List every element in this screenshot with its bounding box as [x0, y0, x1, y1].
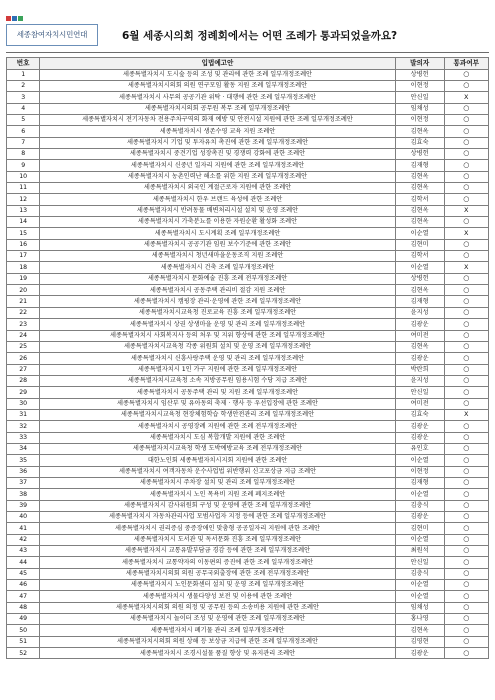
table-row [7, 69, 489, 80]
row-number: 46 [7, 580, 40, 591]
bill-name: 세종특별자치시 전기자동차 전용주차구역의 화재 예방 및 안전시설 지원에 관한 조례 일부개정조례안 [40, 114, 395, 125]
row-number: 52 [7, 648, 40, 659]
proposer-name: 김현미 [395, 239, 444, 250]
pass-status: ○ [444, 353, 488, 364]
proposer-name: 임채성 [395, 602, 444, 613]
bill-name: 세종특별자치시 신중년 일자리 지원에 관한 조례 일부개정조례안 [40, 160, 395, 171]
proposer-name: 김학서 [395, 194, 444, 205]
row-number: 23 [7, 319, 40, 330]
row-number: 22 [7, 307, 40, 318]
proposer-name: 안신일 [395, 557, 444, 568]
proposer-name: 김재형 [395, 296, 444, 307]
pass-status: ○ [444, 126, 488, 137]
table-row [7, 217, 489, 228]
bill-name: 세종특별자치시 공동주택 관리 및 지원 조례 일부개정조례안 [40, 387, 395, 398]
proposer-name: 여미전 [395, 330, 444, 341]
table-row [7, 341, 489, 352]
bill-name: 세종특별자치시 가축분뇨를 이용한 자원순환 활성화 조례안 [40, 217, 395, 228]
proposer-name: 윤지성 [395, 307, 444, 318]
proposer-name: 김광운 [395, 648, 444, 659]
table-row [7, 614, 489, 625]
pass-status: ○ [444, 500, 488, 511]
proposer-name: 이순열 [395, 455, 444, 466]
proposer-name: 이순열 [395, 262, 444, 273]
table-row [7, 353, 489, 364]
proposer-name: 최원석 [395, 546, 444, 557]
bill-name: 세종특별자치시 폐기물 관리 조례 일부개정조례안 [40, 625, 395, 636]
row-number: 43 [7, 546, 40, 557]
bill-name: 세종특별자치시 문화예술 진흥 조례 전부개정조례안 [40, 273, 395, 284]
bill-name: 세종특별자치시 사회복지사 등의 처우 및 지위 향상에 관한 조례 일부개정조례안 [40, 330, 395, 341]
bill-name: 세종특별자치시 도시숲 등의 조성 및 관리에 관한 조례 일부개정조례안 [40, 69, 395, 80]
bill-name: 세종특별자치시 상권 상생마을 운영 및 관리 조례 일부개정조례안 [40, 319, 395, 330]
row-number: 36 [7, 466, 40, 477]
bill-name: 세종특별자치시교육청 현장체험학습 학생안전관리 조례 일부개정조례안 [40, 409, 395, 420]
row-number: 40 [7, 512, 40, 523]
proposer-name: 이순열 [395, 591, 444, 602]
table-row [7, 432, 489, 443]
table-row [7, 262, 489, 273]
column-header-bill: 입법예고안 [40, 58, 395, 70]
pass-status: ○ [444, 568, 488, 579]
proposer-name: 김광운 [395, 512, 444, 523]
row-number: 35 [7, 455, 40, 466]
table-row [7, 421, 489, 432]
row-number: 30 [7, 398, 40, 409]
bill-name: 세종특별자치시교육청 학생 도박예방교육 조례 전부개정조례안 [40, 443, 395, 454]
table-row [7, 455, 489, 466]
row-number: 9 [7, 160, 40, 171]
pass-status: ○ [444, 387, 488, 398]
pass-status: ○ [444, 477, 488, 488]
table-row [7, 137, 489, 148]
bill-name: 세종특별자치시 놀이터 조성 및 운영에 관한 조례 일부개정조례안 [40, 614, 395, 625]
pass-status: ○ [444, 285, 488, 296]
proposer-name: 안신일 [395, 387, 444, 398]
bill-name: 세종특별자치시 교통약자의 이동편의 증진에 관한 조례 일부개정조례안 [40, 557, 395, 568]
table-row [7, 557, 489, 568]
page-header [0, 0, 495, 55]
pass-status: ○ [444, 625, 488, 636]
bill-name: 세종특별자치시 감사위원회 구성 및 운영에 관한 조례 일부개정조례안 [40, 500, 395, 511]
bill-name: 세종특별자치시 1인 가구 지원에 관한 조례 일부개정조례안 [40, 364, 395, 375]
row-number: 8 [7, 149, 40, 160]
table-row [7, 636, 489, 647]
proposer-name: 유인호 [395, 443, 444, 454]
pass-status: ○ [444, 636, 488, 647]
bill-name: 세종특별자치시 외국인 계절근로자 지원에 관한 조례안 [40, 183, 395, 194]
table-row [7, 489, 489, 500]
proposer-name: 김광운 [395, 353, 444, 364]
pass-status: X [444, 409, 488, 420]
pass-status: ○ [444, 149, 488, 160]
pass-status: ○ [444, 546, 488, 557]
table-row [7, 92, 489, 103]
table-row [7, 273, 489, 284]
row-number: 2 [7, 80, 40, 91]
proposer-name: 김광운 [395, 432, 444, 443]
row-number: 32 [7, 421, 40, 432]
row-number: 27 [7, 364, 40, 375]
pass-status: ○ [444, 341, 488, 352]
table-row [7, 591, 489, 602]
table-row [7, 126, 489, 137]
table-row [7, 149, 489, 160]
row-number: 49 [7, 614, 40, 625]
table-row [7, 251, 489, 262]
table-row [7, 625, 489, 636]
table-row [7, 500, 489, 511]
row-number: 14 [7, 217, 40, 228]
bill-name: 세종특별자치시교육청 각종 위원회 설치 및 운영 조례 일부개정조례안 [40, 341, 395, 352]
bill-name: 세종특별자치시 중견기업 성장촉진 및 경쟁력 강화에 관한 조례안 [40, 149, 395, 160]
proposer-name: 윤지성 [395, 375, 444, 386]
row-number: 18 [7, 262, 40, 273]
proposer-name: 이순열 [395, 489, 444, 500]
proposer-name: 안신일 [395, 92, 444, 103]
pass-status: ○ [444, 466, 488, 477]
bill-name: 세종특별자치시 신흥사랑주택 운영 및 관리 조례 일부개정조례안 [40, 353, 395, 364]
row-number: 26 [7, 353, 40, 364]
table-row [7, 330, 489, 341]
row-number: 12 [7, 194, 40, 205]
row-number: 3 [7, 92, 40, 103]
bill-name: 세종특별자치시 반려동물 배변처리시설 설치 및 운영 조례안 [40, 205, 395, 216]
proposer-name: 김광운 [395, 319, 444, 330]
table-row [7, 80, 489, 91]
proposer-name: 상병헌 [395, 69, 444, 80]
bill-name: 세종특별자치시의회 공무원 복무 조례 일부개정조례안 [40, 103, 395, 114]
bill-name: 세종특별자치시 조경시설물 품질 향상 및 유지관리 조례안 [40, 648, 395, 659]
bills-table-body [7, 69, 489, 659]
row-number: 5 [7, 114, 40, 125]
row-number: 39 [7, 500, 40, 511]
table-row [7, 443, 489, 454]
proposer-name: 김재형 [395, 160, 444, 171]
pass-status: ○ [444, 512, 488, 523]
table-row [7, 103, 489, 114]
pass-status: ○ [444, 364, 488, 375]
table-row [7, 194, 489, 205]
row-number: 7 [7, 137, 40, 148]
pass-status: ○ [444, 614, 488, 625]
row-number: 51 [7, 636, 40, 647]
proposer-name: 홍나영 [395, 614, 444, 625]
table-row [7, 307, 489, 318]
bill-name: 세종특별자치시 노인 목욕비 지원 조례 폐지조례안 [40, 489, 395, 500]
table-row [7, 114, 489, 125]
proposer-name: 이순열 [395, 228, 444, 239]
table-row [7, 387, 489, 398]
pass-status: ○ [444, 398, 488, 409]
bill-name: 세종특별자치시 생존수영 교육 지원 조례안 [40, 126, 395, 137]
table-row [7, 580, 489, 591]
row-number: 34 [7, 443, 40, 454]
pass-status: ○ [444, 591, 488, 602]
proposer-name: 임채성 [395, 103, 444, 114]
column-header-number: 번호 [7, 58, 40, 70]
table-row [7, 466, 489, 477]
proposer-name: 김현옥 [395, 341, 444, 352]
pass-status: ○ [444, 421, 488, 432]
proposer-name: 김충식 [395, 568, 444, 579]
bill-name: 세종특별자치시 노인문화센터 설치 및 운영 조례 일부개정조례안 [40, 580, 395, 591]
bill-name: 세종특별자치시의회 의원 의정 및 공무원 등의 소송비용 지원에 관한 조례안 [40, 602, 395, 613]
pass-status: ○ [444, 239, 488, 250]
row-number: 17 [7, 251, 40, 262]
proposer-name: 김현옥 [395, 126, 444, 137]
proposer-name: 이현정 [395, 114, 444, 125]
pass-status: ○ [444, 273, 488, 284]
proposer-name: 상병헌 [395, 273, 444, 284]
row-number: 45 [7, 568, 40, 579]
pass-status: ○ [444, 183, 488, 194]
title-divider [6, 52, 489, 53]
proposer-name: 김현옥 [395, 217, 444, 228]
row-number: 44 [7, 557, 40, 568]
bill-name: 세종특별자치시교육청 진로교육 진흥 조례 일부개정조례안 [40, 307, 395, 318]
table-row [7, 364, 489, 375]
row-number: 48 [7, 602, 40, 613]
pass-status: ○ [444, 580, 488, 591]
proposer-name: 박란희 [395, 364, 444, 375]
row-number: 11 [7, 183, 40, 194]
proposer-name: 이현정 [395, 466, 444, 477]
bill-name: 세종특별자치시 자동차관리사업 모범사업자 지정 등에 관한 조례 일부개정조례안 [40, 512, 395, 523]
page-title: 6월 세종시의회 정례회에서는 어떤 조례가 통과되었을까요? [122, 30, 398, 42]
pass-status: ○ [444, 296, 488, 307]
bill-name: 세종특별자치시 공동주택 관리비 절감 지원 조례안 [40, 285, 395, 296]
bills-table [6, 57, 489, 659]
pass-status: ○ [444, 648, 488, 659]
proposer-name: 김현옥 [395, 205, 444, 216]
bill-name: 세종특별자치시 공영장례 지원에 관한 조례 전부개정조례안 [40, 421, 395, 432]
proposer-name: 김학서 [395, 251, 444, 262]
bill-name: 세종특별자치시 사무의 공공기관 위탁 · 대행에 관한 조례 일부개정조례안 [40, 92, 395, 103]
pass-status: ○ [444, 557, 488, 568]
proposer-name: 상병헌 [395, 149, 444, 160]
bill-name: 세종특별자치시 농촌인력난 해소를 위한 지원 조례 일부개정조례안 [40, 171, 395, 182]
bill-name: 세종특별자치시 도시계획 조례 일부개정조례안 [40, 228, 395, 239]
row-number: 50 [7, 625, 40, 636]
pass-status: ○ [444, 137, 488, 148]
bill-name: 세종특별자치시 캠핑장 관리·운영에 관한 조례 일부개정조례안 [40, 296, 395, 307]
pass-status: ○ [444, 534, 488, 545]
proposer-name: 여미전 [395, 398, 444, 409]
bill-name: 세종특별자치시 도심 복합개발 지원에 관한 조례안 [40, 432, 395, 443]
row-number: 6 [7, 126, 40, 137]
pass-status: ○ [444, 455, 488, 466]
pass-status: ○ [444, 103, 488, 114]
table-row [7, 568, 489, 579]
table-row [7, 648, 489, 659]
row-number: 37 [7, 477, 40, 488]
table-row [7, 319, 489, 330]
pass-status: X [444, 92, 488, 103]
column-header-proposer: 발의자 [395, 58, 444, 70]
table-row [7, 409, 489, 420]
proposer-name: 김현옥 [395, 285, 444, 296]
bill-name: 세종특별자치시 임산부 및 유아동의 축제 · 행사 등 우선입장에 관한 조례안 [40, 398, 395, 409]
bill-name: 세종특별자치시 교통유발부담금 경감 등에 관한 조례 일부개정조례안 [40, 546, 395, 557]
pass-status: ○ [444, 194, 488, 205]
table-row [7, 477, 489, 488]
pass-status: ○ [444, 251, 488, 262]
pass-status: ○ [444, 307, 488, 318]
table-row [7, 375, 489, 386]
proposer-name: 김효숙 [395, 409, 444, 420]
column-header-passed: 통과여부 [444, 58, 488, 70]
proposer-name: 김현옥 [395, 183, 444, 194]
pass-status: ○ [444, 171, 488, 182]
pass-status: ○ [444, 489, 488, 500]
row-number: 16 [7, 239, 40, 250]
proposer-name: 김재형 [395, 477, 444, 488]
row-number: 33 [7, 432, 40, 443]
bill-name: 세종특별자치시 주차장 설치 및 관리 조례 일부개정조례안 [40, 477, 395, 488]
proposer-name: 이현정 [395, 80, 444, 91]
bill-name: 세종특별자치시의회 의원 공무국외출장에 관한 조례 전부개정조례안 [40, 568, 395, 579]
table-row [7, 546, 489, 557]
table-row [7, 512, 489, 523]
table-row [7, 160, 489, 171]
bill-name: 세종특별자치시 공공기관 임원 보수기준에 관한 조례안 [40, 239, 395, 250]
proposer-name: 김현옥 [395, 171, 444, 182]
bill-name: 세종특별자치시교육청 소속 지방공무원 임용시험 수당 지급 조례안 [40, 375, 395, 386]
pass-status: ○ [444, 80, 488, 91]
proposer-name: 이순열 [395, 580, 444, 591]
row-number: 21 [7, 296, 40, 307]
pass-status: ○ [444, 319, 488, 330]
pass-status: X [444, 205, 488, 216]
pass-status: ○ [444, 114, 488, 125]
table-row [7, 398, 489, 409]
bill-name: 대한노인회 세종특별자치시지회 지원에 관한 조례안 [40, 455, 395, 466]
proposer-name: 김영현 [395, 636, 444, 647]
table-row [7, 171, 489, 182]
pass-status: X [444, 228, 488, 239]
bill-name: 세종특별자치시의회 의원 상해 등 보상금 지급에 관한 조례 일부개정조례안 [40, 636, 395, 647]
row-number: 42 [7, 534, 40, 545]
bill-name: 세종특별자치시 권리증심 중증장애인 맞춤형 공공일자리 지원에 관한 조례안 [40, 523, 395, 534]
pass-status: X [444, 262, 488, 273]
table-row [7, 205, 489, 216]
row-number: 19 [7, 273, 40, 284]
table-row [7, 183, 489, 194]
bill-name: 세종특별자치시 한우 브랜드 육성에 관한 조례안 [40, 194, 395, 205]
row-number: 1 [7, 69, 40, 80]
table-row [7, 534, 489, 545]
pass-status: ○ [444, 443, 488, 454]
table-row [7, 285, 489, 296]
bill-name: 세종특별자치시 기업 및 투자유치 촉진에 관한 조례 일부개정조례안 [40, 137, 395, 148]
proposer-name: 이순열 [395, 534, 444, 545]
pass-status: ○ [444, 432, 488, 443]
row-number: 20 [7, 285, 40, 296]
row-number: 25 [7, 341, 40, 352]
row-number: 10 [7, 171, 40, 182]
bill-name: 세종특별자치시 생물다양성 보전 및 이용에 관한 조례안 [40, 591, 395, 602]
bill-name: 세종특별자치시 여객자동차 운수사업법 위반행위 신고포상금 지급 조례안 [40, 466, 395, 477]
bill-name: 세종특별자치시 건축 조례 일부개정조례안 [40, 262, 395, 273]
table-row [7, 296, 489, 307]
org-logo: 세종참여자치시민연대 [6, 24, 98, 46]
pass-status: ○ [444, 69, 488, 80]
bill-name: 세종특별자치시 도서관 및 독서문화 진흥 조례 일부개정조례안 [40, 534, 395, 545]
pass-status: ○ [444, 602, 488, 613]
row-number: 38 [7, 489, 40, 500]
pass-status: ○ [444, 160, 488, 171]
logo-mark-icon [6, 14, 46, 23]
table-row [7, 523, 489, 534]
pass-status: ○ [444, 217, 488, 228]
proposer-name: 김효숙 [395, 137, 444, 148]
pass-status: ○ [444, 375, 488, 386]
table-header-row [7, 58, 489, 70]
bill-name: 세종특별자치시의회 의원 연구모임 활동 지원 조례 일부개정조례안 [40, 80, 395, 91]
proposer-name: 김충식 [395, 500, 444, 511]
table-row [7, 228, 489, 239]
row-number: 13 [7, 205, 40, 216]
row-number: 47 [7, 591, 40, 602]
row-number: 28 [7, 375, 40, 386]
table-row [7, 239, 489, 250]
row-number: 29 [7, 387, 40, 398]
pass-status: ○ [444, 523, 488, 534]
row-number: 41 [7, 523, 40, 534]
proposer-name: 김현미 [395, 523, 444, 534]
row-number: 4 [7, 103, 40, 114]
row-number: 15 [7, 228, 40, 239]
proposer-name: 김현옥 [395, 625, 444, 636]
proposer-name: 김광운 [395, 421, 444, 432]
row-number: 24 [7, 330, 40, 341]
table-row [7, 602, 489, 613]
row-number: 31 [7, 409, 40, 420]
pass-status: ○ [444, 330, 488, 341]
bill-name: 세종특별자치시 청년새마을운동조직 지원 조례안 [40, 251, 395, 262]
